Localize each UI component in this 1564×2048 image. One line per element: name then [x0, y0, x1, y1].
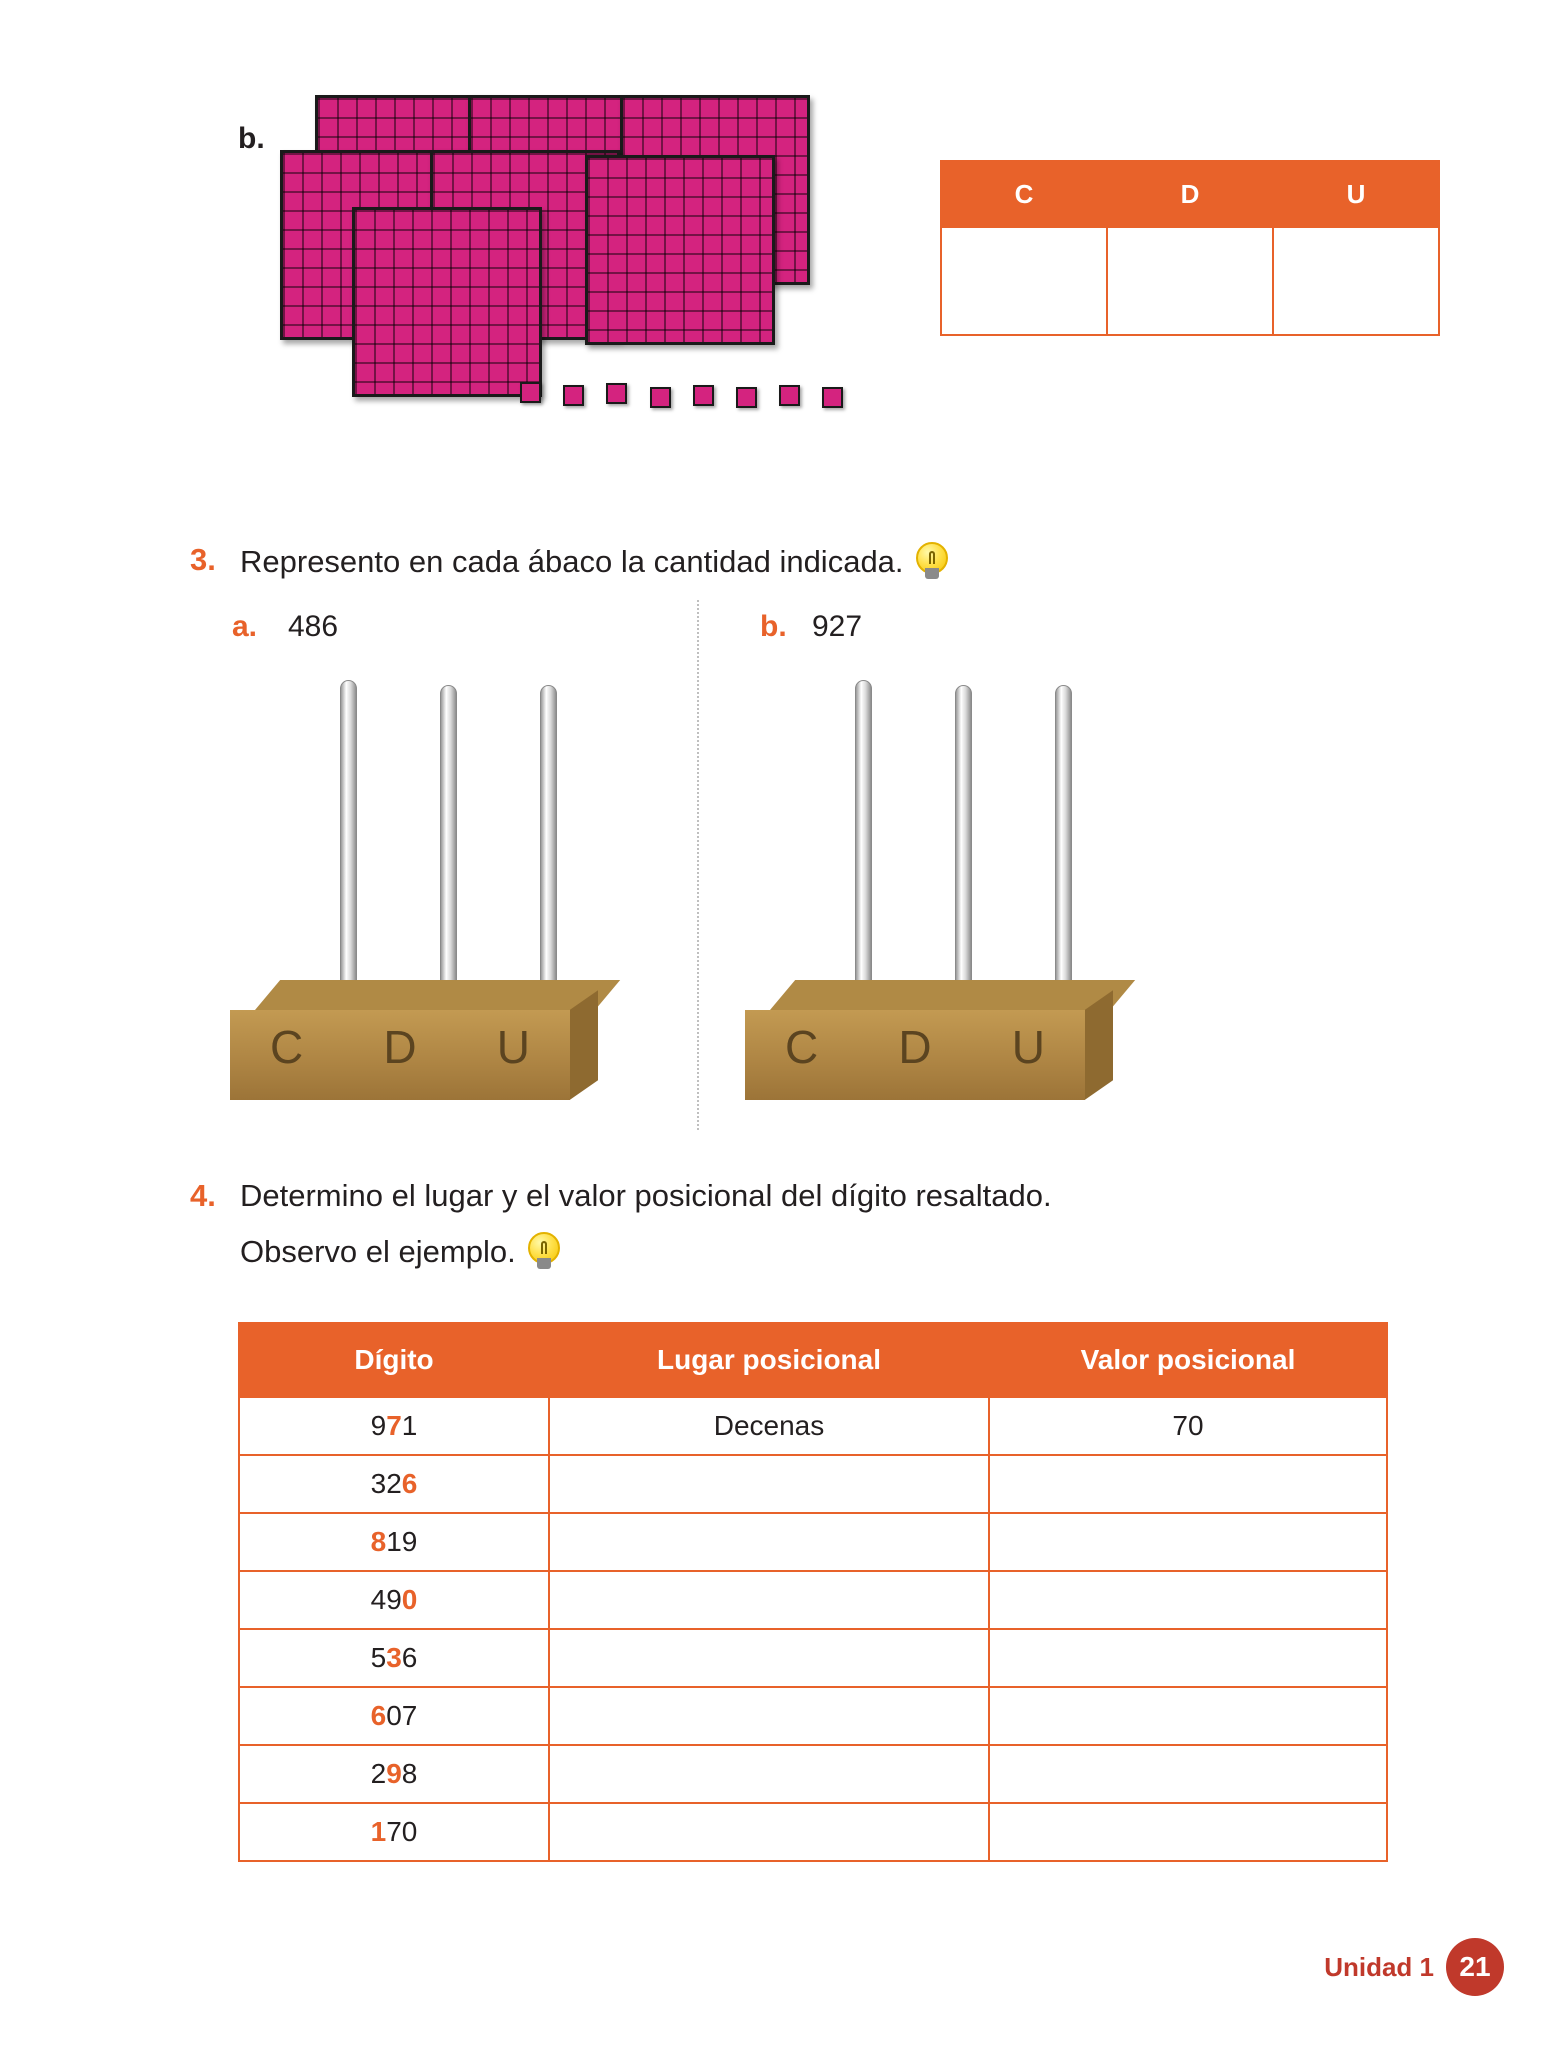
value-cell[interactable]	[989, 1629, 1387, 1687]
place-cell[interactable]: Decenas	[549, 1397, 989, 1455]
table-row	[239, 1513, 1387, 1571]
hundred-flat-block	[352, 207, 542, 397]
digit-cell: 819	[239, 1513, 549, 1571]
exercise-3-instruction-text: Represento en cada ábaco la cantidad indicada.	[240, 544, 904, 579]
page-footer	[1324, 1938, 1504, 1996]
abacus-rod-units[interactable]	[1055, 685, 1072, 1005]
table-row	[239, 1687, 1387, 1745]
digit-cell: 326	[239, 1455, 549, 1513]
place-cell[interactable]	[549, 1629, 989, 1687]
table-row	[239, 1455, 1387, 1513]
cell-u-input[interactable]	[1273, 227, 1439, 335]
unit-label: Unidad 1	[1324, 1951, 1434, 1982]
base-ten-blocks-illustration	[270, 95, 910, 455]
column-header-d: D	[1107, 161, 1273, 227]
value-cell[interactable]	[989, 1745, 1387, 1803]
exercise-3a-value: 486	[288, 610, 339, 643]
digit-cell: 298	[239, 1745, 549, 1803]
place-cell[interactable]	[549, 1745, 989, 1803]
abacus-label-c: C	[270, 1021, 304, 1073]
page-number-badge: 21	[1446, 1938, 1504, 1996]
hundred-flat-block	[585, 155, 775, 345]
place-value-table	[238, 1322, 1388, 1862]
abacus-label-u: U	[496, 1021, 530, 1073]
exercise-3b-label: b.	[760, 610, 787, 643]
unit-cube	[779, 385, 800, 406]
table-row	[239, 1745, 1387, 1803]
exercise-2b-label: b.	[238, 122, 265, 155]
abacus-rod-hundreds[interactable]	[855, 680, 872, 1000]
table-row	[239, 1571, 1387, 1629]
abacus-a[interactable]	[255, 660, 645, 1100]
abacus-base-side	[1085, 990, 1113, 1100]
unit-cube	[822, 387, 843, 408]
abacus-label-d: D	[383, 1021, 417, 1073]
abacus-base-top	[255, 980, 620, 1010]
exercise-4-instruction-text2: Observo el ejemplo.	[240, 1234, 516, 1269]
exercise-4-number: 4.	[190, 1178, 216, 1213]
abacus-label-u: U	[1011, 1021, 1045, 1073]
abacus-base-labels	[745, 1020, 1085, 1074]
exercise-4-instruction-line2	[240, 1232, 564, 1272]
digit-cell: 971	[239, 1397, 549, 1455]
exercise-3a-label: a.	[232, 610, 258, 643]
unit-cube	[693, 385, 714, 406]
column-header-digito: Dígito	[239, 1323, 549, 1397]
lightbulb-icon	[524, 1232, 564, 1272]
digit-cell: 170	[239, 1803, 549, 1861]
digit-cell: 490	[239, 1571, 549, 1629]
unit-cube	[736, 387, 757, 408]
digit-cell: 607	[239, 1687, 549, 1745]
place-cell[interactable]	[549, 1571, 989, 1629]
place-cell[interactable]	[549, 1455, 989, 1513]
abacus-label-d: D	[898, 1021, 932, 1073]
cdu-answer-table	[940, 160, 1440, 336]
table-header-row	[239, 1323, 1387, 1397]
exercise-3-number: 3.	[190, 542, 216, 577]
value-cell[interactable]	[989, 1803, 1387, 1861]
place-cell[interactable]	[549, 1803, 989, 1861]
table-row	[941, 227, 1439, 335]
unit-cube	[563, 385, 584, 406]
abacus-base-top	[770, 980, 1135, 1010]
place-cell[interactable]	[549, 1687, 989, 1745]
exercise-4-instruction-line1: Determino el lugar y el valor posicional del dígito resaltado.	[240, 1178, 1052, 1213]
value-cell[interactable]	[989, 1455, 1387, 1513]
column-header-lugar-posicional: Lugar posicional	[549, 1323, 989, 1397]
abacus-b[interactable]	[770, 660, 1160, 1100]
exercise-3-instruction	[240, 542, 952, 582]
place-cell[interactable]	[549, 1513, 989, 1571]
value-cell[interactable]	[989, 1687, 1387, 1745]
cell-d-input[interactable]	[1107, 227, 1273, 335]
unit-cube	[606, 383, 627, 404]
vertical-divider	[697, 600, 699, 1130]
abacus-rod-tens[interactable]	[955, 685, 972, 1005]
table-row	[239, 1803, 1387, 1861]
abacus-rod-hundreds[interactable]	[340, 680, 357, 1000]
abacus-base-labels	[230, 1020, 570, 1074]
abacus-base-side	[570, 990, 598, 1100]
table-header-row	[941, 161, 1439, 227]
column-header-c: C	[941, 161, 1107, 227]
column-header-u: U	[1273, 161, 1439, 227]
digit-cell: 536	[239, 1629, 549, 1687]
value-cell[interactable]: 70	[989, 1397, 1387, 1455]
exercise-3b-value: 927	[812, 610, 863, 643]
column-header-valor-posicional: Valor posicional	[989, 1323, 1387, 1397]
table-row	[239, 1629, 1387, 1687]
value-cell[interactable]	[989, 1513, 1387, 1571]
value-cell[interactable]	[989, 1571, 1387, 1629]
abacus-label-c: C	[785, 1021, 819, 1073]
table-row	[239, 1397, 1387, 1455]
abacus-rod-units[interactable]	[540, 685, 557, 1005]
lightbulb-icon	[912, 542, 952, 582]
abacus-rod-tens[interactable]	[440, 685, 457, 1005]
cell-c-input[interactable]	[941, 227, 1107, 335]
unit-cube	[520, 382, 541, 403]
unit-cube	[650, 387, 671, 408]
